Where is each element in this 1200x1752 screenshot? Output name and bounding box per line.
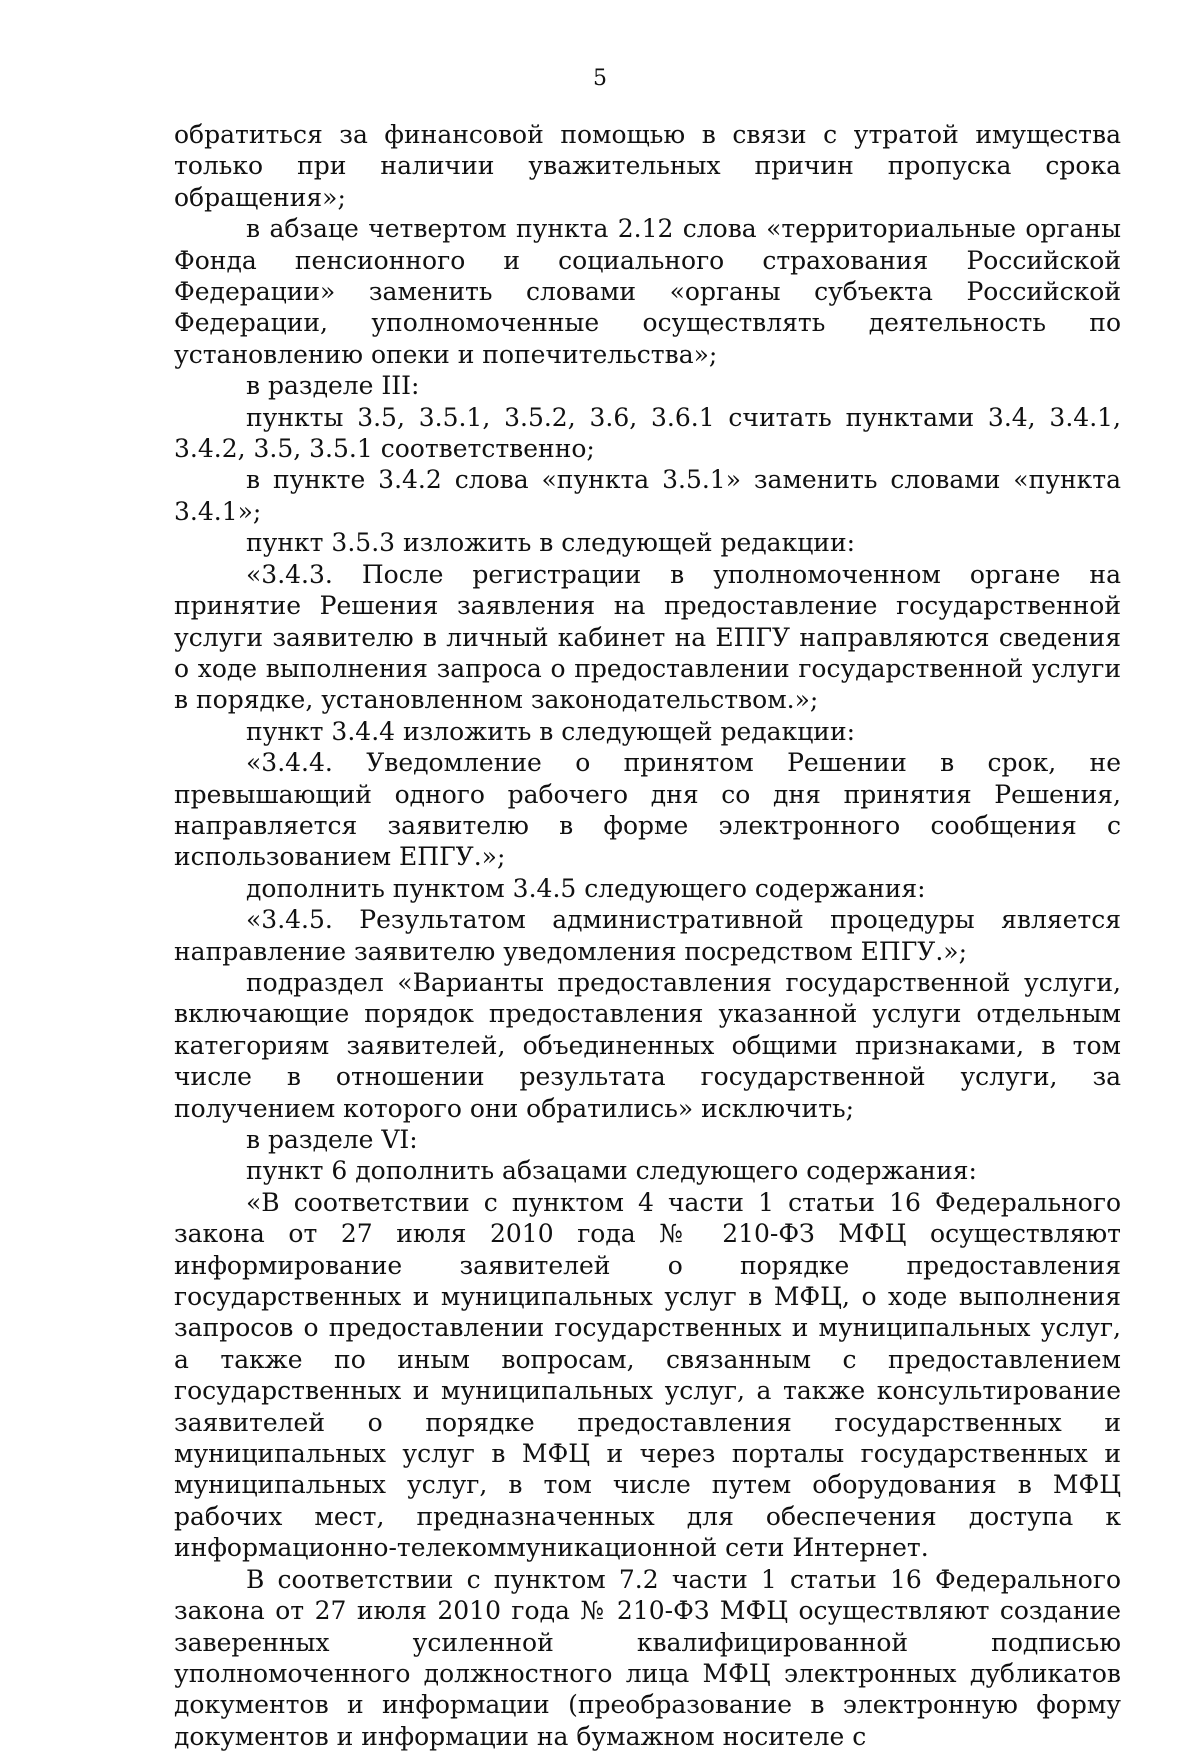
paragraph: «3.4.3. После регистрации в уполномоченном органе на принятие Решения заявления на предоставление государственной услуги заявителю в личный кабинет на ЕПГУ направляются сведения о ходе выполнения запроса о предоставлении государственной услуги в порядке, установленном законодательством.»;	[174, 559, 1121, 715]
paragraph: в разделе III:	[246, 371, 420, 401]
paragraph: В соответствии с пунктом 7.2 части 1 статьи 16 Федерального закона от 27 июля 2010 года № 210-ФЗ МФЦ осуществляют создание заверенных усиленной квалифицированной подписью уполномоченного должностного лица МФЦ электронных дубликатов документов и информации (преобразование в электронную форму документов и информации на бумажном носителе с	[174, 1564, 1121, 1751]
page-number: 5	[593, 66, 607, 91]
paragraph: «3.4.5. Результатом административной процедуры является направление заявителю уведомления посредством ЕПГУ.»;	[174, 905, 1121, 966]
paragraph: «3.4.4. Уведомление о принятом Решении в срок, не превышающий одного рабочего дня со дня принятия Решения, направляется заявителю в форме электронного сообщения с использованием ЕПГУ.»;	[174, 748, 1121, 872]
paragraph: пункт 3.5.3 изложить в следующей редакции:	[246, 528, 856, 558]
paragraph: в абзаце четвертом пункта 2.12 слова «территориальные органы Фонда пенсионного и социального страхования Российской Федерации» заменить словами «органы субъекта Российской Федерации, уполномоченные осуществлять деятельность по установлению опеки и попечительства»;	[174, 214, 1121, 369]
paragraph: обратиться за финансовой помощью в связи с утратой имущества только при наличии уважительных причин пропуска срока обращения»;	[174, 120, 1121, 212]
paragraph: подраздел «Варианты предоставления государственной услуги, включающие порядок предоставления указанной услуги отдельным категориям заявителей, объединенных общими признаками, в том числе в отношении результата государственной услуги, за получением которого они обратились» исключить;	[174, 967, 1121, 1123]
paragraph: дополнить пунктом 3.4.5 следующего содержания:	[246, 873, 926, 903]
paragraph: пункты 3.5, 3.5.1, 3.5.2, 3.6, 3.6.1 считать пунктами 3.4, 3.4.1, 3.4.2, 3.5, 3.5.1 соответственно;	[174, 402, 1121, 464]
paragraph: в разделе VI:	[246, 1125, 418, 1154]
paragraph: пункт 3.4.4 изложить в следующей редакции:	[246, 716, 856, 746]
paragraph: пункт 6 дополнить абзацами следующего содержания:	[246, 1156, 977, 1186]
paragraph: «В соответствии с пунктом 4 части 1 статьи 16 Федерального закона от 27 июля 2010 года № 210-ФЗ МФЦ осуществляют информирование заявителей о порядке предоставления государственных и муниципальных услуг в МФЦ, о ходе выполнения запросов о предоставлении государственных и муниципальных услуг, а также по иным вопросам, связанным с предоставлением государственных и муниципальных услуг, а также консультирование заявителей о порядке предоставления государственных и муниципальных услуг в МФЦ и через порталы государственных и муниципальных услуг, в том числе путем оборудования в МФЦ рабочих мест, предназначенных для обеспечения доступа к информационно-телекоммуникационной сети Интернет.	[174, 1187, 1121, 1563]
paragraph: в пункте 3.4.2 слова «пункта 3.5.1» заменить словами «пункта 3.4.1»;	[174, 465, 1121, 526]
document-body	[174, 119, 1121, 1752]
